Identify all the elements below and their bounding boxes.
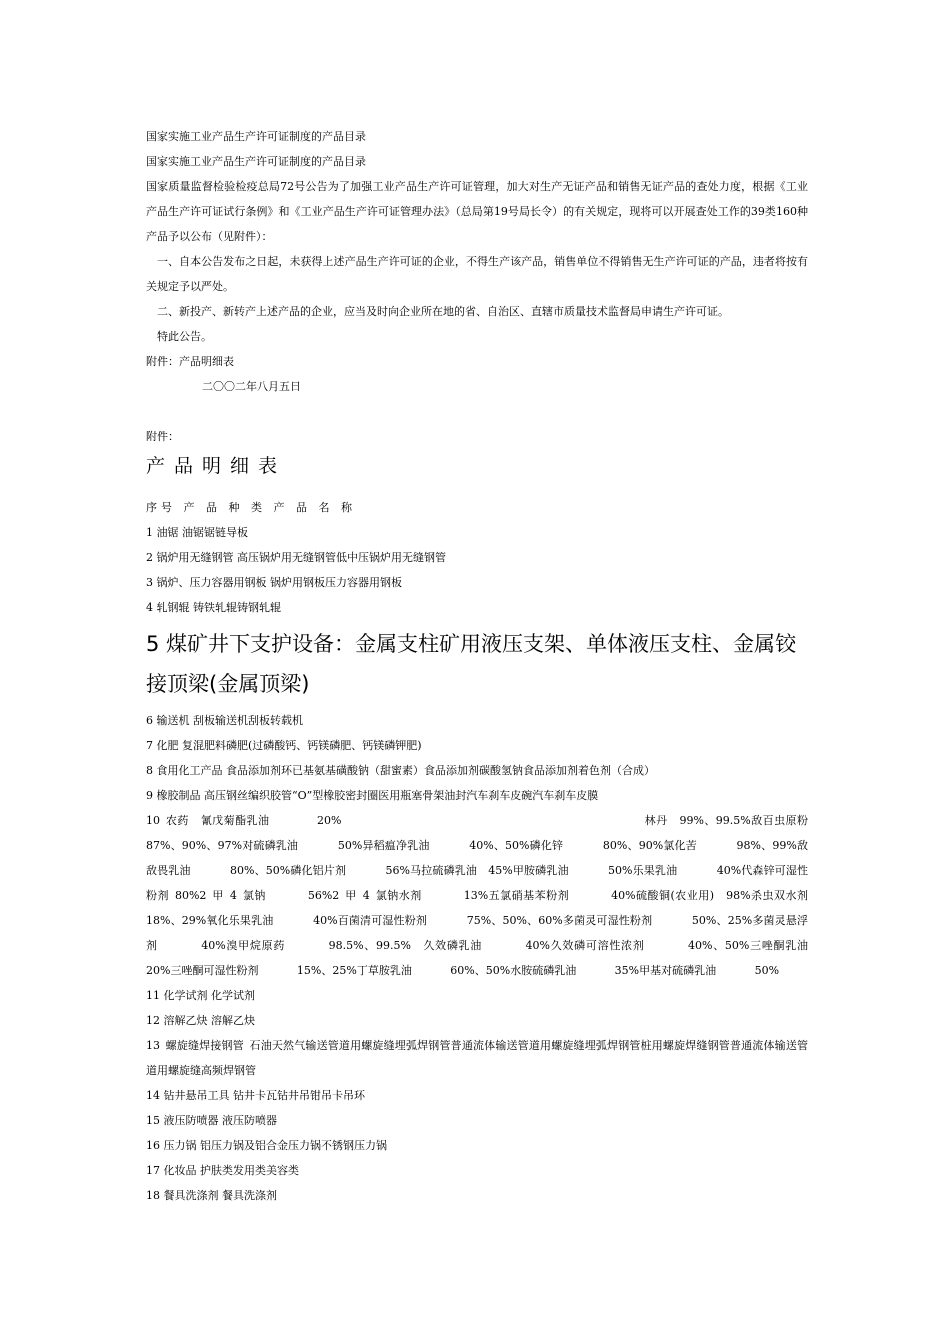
announcement-item-2: 二、新投产、新转产上述产品的企业，应当及时向企业所在地的省、自治区、直辖市质量技术监督局申请生产许可证。 — [157, 305, 729, 318]
list-item: 18 餐具洗涤剂 餐具洗涤剂 — [146, 1189, 277, 1202]
attachment-label: 附件： — [146, 430, 179, 443]
announcement-date: 二〇〇二年八月五日 — [202, 380, 301, 393]
list-item: 4 轧钢辊 铸铁轧辊铸钢轧辊 — [146, 601, 281, 614]
list-item: 2 锅炉用无缝钢管 高压锅炉用无缝钢管低中压锅炉用无缝钢管 — [146, 551, 446, 564]
doc-title-1: 国家实施工业产品生产许可证制度的产品目录 — [146, 130, 366, 143]
attachment-title: 产品明细表 — [146, 455, 287, 477]
list-item: 6 输送机 刮板输送机刮板转载机 — [146, 714, 303, 727]
list-item: 13 螺旋缝焊接钢管 石油天然气输送管道用螺旋缝埋弧焊钢管普通流体输送管道用螺旋缝埋弧焊钢管桩用螺旋焊缝钢管普通流体输送管道用螺旋缝高频焊钢管 — [146, 1039, 808, 1077]
announcement-intro: 国家质量监督检验检疫总局72号公告为了加强工业产品生产许可证管理，加大对生产无证产品和销售无证产品的查处力度，根据《工业产品生产许可证试行条例》和《工业产品生产许可证管理办法》（总局第19号局长令）的有关规定，现将可以开展查处工作的39类160种产品予以公布（见附件）： — [146, 180, 808, 243]
list-item: 15 液压防喷器 液压防喷器 — [146, 1114, 277, 1127]
document-page — [146, 124, 847, 1208]
list-item-large: 5 煤矿井下支护设备：金属支柱矿用液压支架、单体液压支柱、金属铰接顶梁(金属顶梁) — [146, 632, 797, 696]
list-item: 12 溶解乙炔 溶解乙炔 — [146, 1014, 255, 1027]
list-item: 1 油锯 油锯锯链导板 — [146, 526, 248, 539]
announcement-closing: 特此公告。 — [157, 330, 212, 343]
list-item: 11 化学试剂 化学试剂 — [146, 989, 255, 1002]
attachment-note: 附件：产品明细表 — [146, 355, 234, 368]
list-item-pesticides: 10 农药 氰戊菊酯乳油 20% 林丹 99%、99.5%敌百虫原粉 87%、90%、97%对硫磷乳油 50%异稻瘟净乳油 40%、50%磷化锌 80%、90%氯化苦 98%、99%敌敌畏乳油 80%、50%磷化铝片剂 56%马拉硫磷乳油 45%甲胺磷乳油 50%乐果乳油 40%代森锌可湿性粉剂 80%2 甲 4 氯钠 56%2 甲 4 氯钠水剂 13%五氯硝基苯粉剂 40%硫酸铜(农业用) 98%杀虫双水剂 18%、29%氧化乐果乳油 40%百菌清可湿性粉剂 75%、50%、60%多菌灵可湿性粉剂 50%、25%多菌灵悬浮剂 40%溴甲烷原药 98.5%、99.5% 久效磷乳油 40%久效磷可溶性浓剂 40%、50%三唑酮乳油 20%三唑酮可湿性粉剂 15%、25%丁草胺乳油 60%、50%水胺硫磷乳油 35%甲基对硫磷乳油 50% — [146, 814, 847, 977]
list-item: 9 橡胶制品 高压钢丝编织胶管“O”型橡胶密封圈医用瓶塞骨架油封汽车刹车皮碗汽车刹车皮膜 — [146, 789, 599, 802]
list-item: 3 锅炉、压力容器用钢板 锅炉用钢板压力容器用钢板 — [146, 576, 402, 589]
table-header: 序号 产 品 种 类 产 品 名 称 — [146, 501, 356, 514]
list-item: 17 化妆品 护肤类发用类美容类 — [146, 1164, 299, 1177]
list-item: 7 化肥 复混肥料磷肥(过磷酸钙、钙镁磷肥、钙镁磷钾肥) — [146, 739, 422, 752]
announcement-item-1: 一、自本公告发布之日起，未获得上述产品生产许可证的企业，不得生产该产品，销售单位不得销售无生产许可证的产品，违者将按有关规定予以严处。 — [146, 255, 808, 293]
list-item: 14 钻井悬吊工具 钻井卡瓦钻井吊钳吊卡吊环 — [146, 1089, 365, 1102]
list-item: 16 压力锅 铝压力锅及铝合金压力锅不锈钢压力锅 — [146, 1139, 387, 1152]
list-item: 8 食用化工产品 食品添加剂环已基氨基磺酸钠（甜蜜素）食品添加剂碳酸氢钠食品添加剂着色剂（合成） — [146, 764, 655, 777]
doc-title-2: 国家实施工业产品生产许可证制度的产品目录 — [146, 155, 366, 168]
spacer — [146, 399, 808, 424]
